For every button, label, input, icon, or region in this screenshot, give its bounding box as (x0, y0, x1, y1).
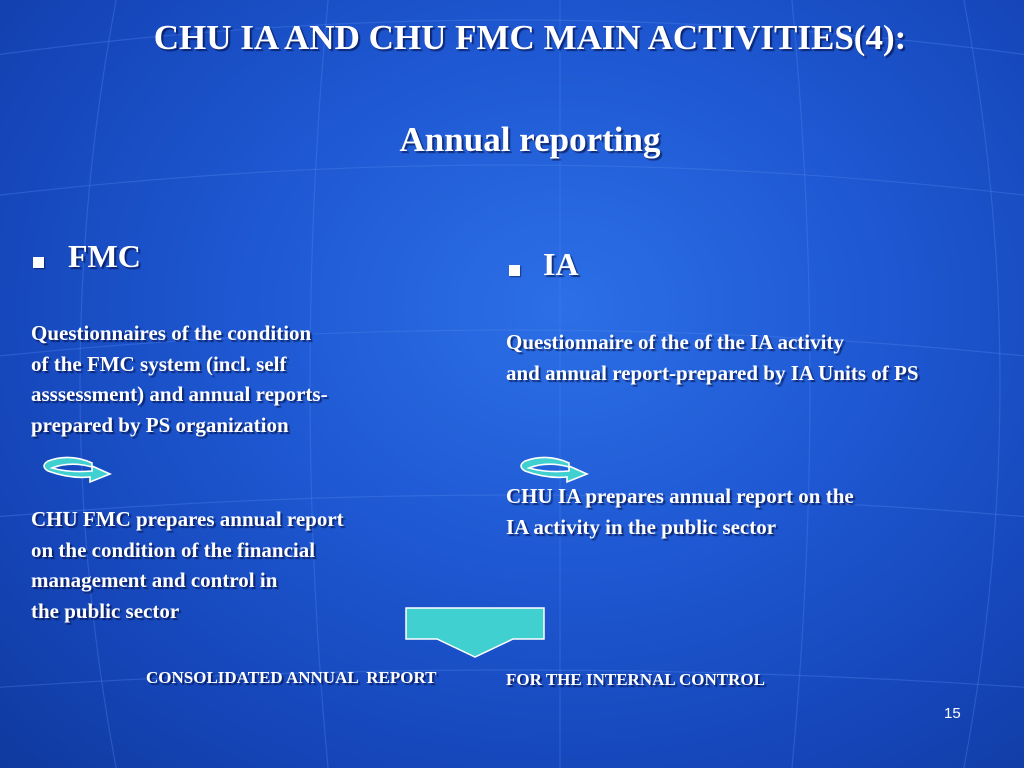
slide-title: CHU IA AND CHU FMC MAIN ACTIVITIES(4): (153, 18, 907, 57)
u-turn-arrow-icon (517, 455, 589, 483)
internal-control-label: FOR THE INTERNAL CONTROL (506, 670, 765, 689)
ia-heading: IA (543, 246, 579, 282)
slide-subtitle: Annual reporting (399, 120, 661, 159)
u-turn-arrow-icon (40, 455, 112, 483)
fmc-paragraph-questionnaires: Questionnaires of the condition of the FMC system (incl. self asssessment) and annual reports- prepared by PS organization (31, 321, 328, 437)
down-arrow-icon (405, 607, 547, 659)
bullet-icon (33, 257, 44, 268)
consolidated-annual-report-label: CONSOLIDATED ANNUAL REPORT (146, 668, 437, 687)
fmc-paragraph-chu-report: CHU FMC prepares annual report on the condition of the financial management and control in the public sector (31, 507, 344, 623)
ia-paragraph-chu-report: CHU IA prepares annual report on the IA activity in the public sector (506, 484, 854, 539)
fmc-heading: FMC (68, 238, 141, 274)
bullet-icon (509, 265, 520, 276)
ia-paragraph-questionnaire: Questionnaire of the of the IA activity and annual report-prepared by IA Units of PS (506, 330, 919, 385)
page-number: 15 (944, 705, 961, 722)
